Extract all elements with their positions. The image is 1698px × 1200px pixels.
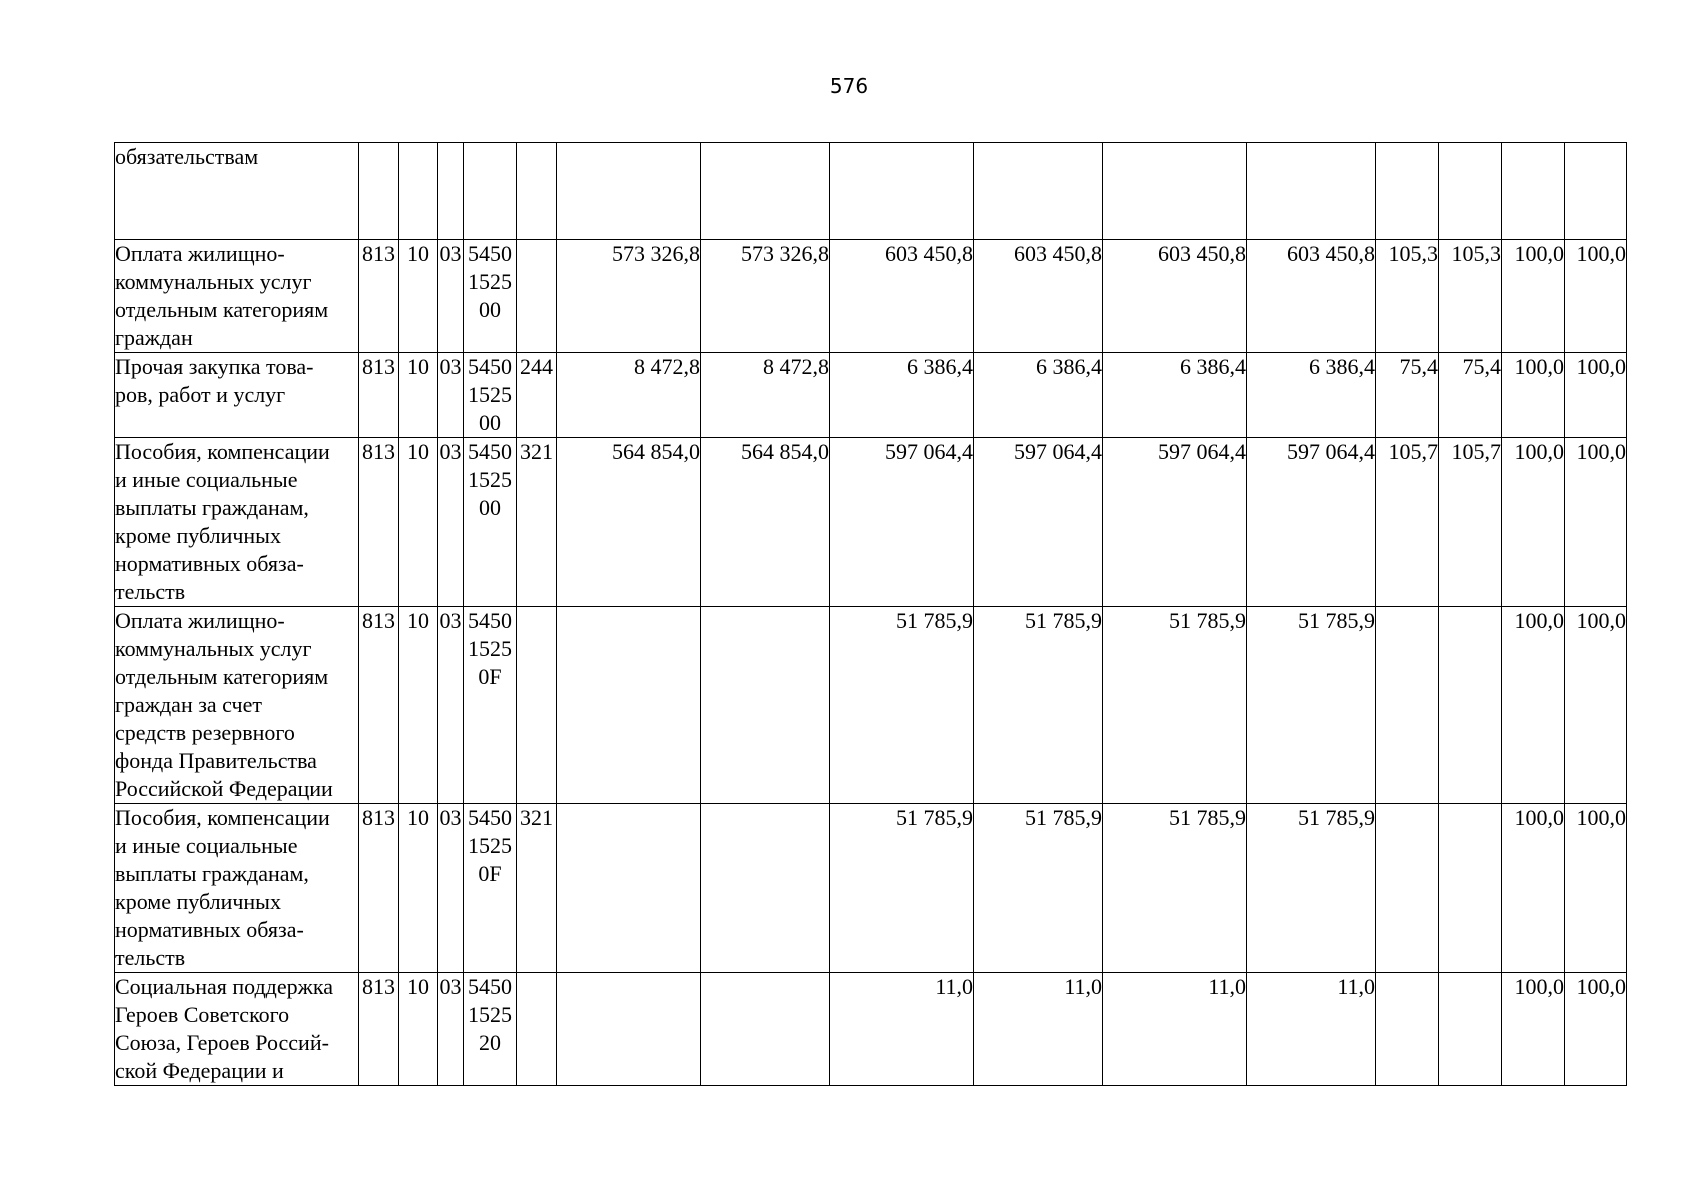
value-cell: 100,0: [1565, 973, 1627, 1086]
item-name-cell: [115, 607, 359, 804]
table-row: [115, 607, 1627, 804]
item-name-line: тельств: [115, 579, 186, 604]
value-cell: [557, 607, 701, 804]
value-cell: [557, 973, 701, 1086]
value-cell: 8 472,8: [701, 353, 830, 438]
value-cell: 597 064,4: [974, 438, 1103, 607]
subsection-code-cell: [438, 143, 464, 240]
value-cell: 597 064,4: [830, 438, 974, 607]
target-article-cell: [464, 143, 517, 240]
item-name-line: отдельным категориям: [115, 664, 329, 689]
value-cell: [1565, 143, 1627, 240]
value-cell: 105,7: [1376, 438, 1439, 607]
target-article-line: 1525: [468, 833, 512, 858]
value-cell: [557, 143, 701, 240]
value-cell: 105,7: [1439, 438, 1502, 607]
item-name-line: кроме публичных: [115, 889, 281, 914]
target-article-line: 5450: [468, 608, 512, 633]
target-article-line: 20: [479, 1030, 501, 1055]
item-name-line: Пособия, компенсации: [115, 439, 330, 464]
value-cell: 75,4: [1439, 353, 1502, 438]
value-cell: [1376, 804, 1439, 973]
value-cell: [1439, 143, 1502, 240]
item-name-line: Социальная поддержка: [115, 974, 333, 999]
value-cell: 100,0: [1502, 607, 1565, 804]
expense-type-cell: 321: [517, 438, 557, 607]
value-cell: 6 386,4: [830, 353, 974, 438]
item-name-line: Российской Федерации: [115, 776, 333, 801]
value-cell: [1247, 143, 1376, 240]
table-row: [115, 240, 1627, 353]
value-cell: [1376, 607, 1439, 804]
item-name-line: Прочая закупка това-: [115, 354, 314, 379]
value-cell: 100,0: [1502, 973, 1565, 1086]
item-name-cell: [115, 973, 359, 1086]
value-cell: 51 785,9: [1247, 607, 1376, 804]
value-cell: 11,0: [1103, 973, 1247, 1086]
target-article-line: 0F: [478, 664, 502, 689]
expense-type-cell: 244: [517, 353, 557, 438]
target-article-line: 0F: [478, 861, 502, 886]
item-name-line: отдельным категориям: [115, 297, 329, 322]
table-row: [115, 438, 1627, 607]
value-cell: 603 450,8: [1247, 240, 1376, 353]
expense-type-cell: [517, 973, 557, 1086]
target-article-line: 1525: [468, 636, 512, 661]
item-name-line: кроме публичных: [115, 523, 281, 548]
value-cell: [701, 607, 830, 804]
item-name-cell: [115, 438, 359, 607]
item-name-line: тельств: [115, 945, 186, 970]
value-cell: 597 064,4: [1247, 438, 1376, 607]
value-cell: [1439, 973, 1502, 1086]
item-name-line: выплаты гражданам,: [115, 861, 309, 886]
value-cell: 51 785,9: [830, 607, 974, 804]
value-cell: 51 785,9: [830, 804, 974, 973]
value-cell: 51 785,9: [974, 607, 1103, 804]
expense-type-cell: [517, 240, 557, 353]
value-cell: [701, 973, 830, 1086]
subsection-code-cell: 03: [438, 804, 464, 973]
grbs-code-cell: 813: [359, 973, 399, 1086]
value-cell: 11,0: [1247, 973, 1376, 1086]
value-cell: [830, 143, 974, 240]
value-cell: 51 785,9: [1247, 804, 1376, 973]
page-number: 576: [829, 74, 869, 98]
value-cell: 100,0: [1502, 353, 1565, 438]
target-article-line: 1525: [468, 1002, 512, 1027]
value-cell: 100,0: [1565, 607, 1627, 804]
value-cell: [1376, 143, 1439, 240]
item-name-line: обязательствам: [115, 144, 259, 169]
target-article-cell: [464, 438, 517, 607]
value-cell: 6 386,4: [974, 353, 1103, 438]
target-article-line: 1525: [468, 382, 512, 407]
section-code-cell: 10: [399, 607, 438, 804]
item-name-line: Оплата жилищно-: [115, 241, 285, 266]
target-article-line: 1525: [468, 269, 512, 294]
section-code-cell: 10: [399, 438, 438, 607]
budget-table: [114, 142, 1627, 1086]
value-cell: 564 854,0: [557, 438, 701, 607]
value-cell: 597 064,4: [1103, 438, 1247, 607]
value-cell: 603 450,8: [830, 240, 974, 353]
value-cell: 603 450,8: [1103, 240, 1247, 353]
target-article-cell: [464, 607, 517, 804]
item-name-line: Героев Советского: [115, 1002, 290, 1027]
table-row: [115, 973, 1627, 1086]
item-name-cell: [115, 804, 359, 973]
item-name-cell: [115, 240, 359, 353]
subsection-code-cell: 03: [438, 438, 464, 607]
target-article-line: 5450: [468, 241, 512, 266]
value-cell: 573 326,8: [557, 240, 701, 353]
value-cell: [1376, 973, 1439, 1086]
section-code-cell: 10: [399, 240, 438, 353]
target-article-cell: [464, 240, 517, 353]
item-name-line: коммунальных услуг: [115, 636, 312, 661]
expense-type-cell: 321: [517, 804, 557, 973]
value-cell: [974, 143, 1103, 240]
item-name-line: нормативных обяза-: [115, 551, 304, 576]
section-code-cell: [399, 143, 438, 240]
value-cell: 75,4: [1376, 353, 1439, 438]
item-name-line: выплаты гражданам,: [115, 495, 309, 520]
section-code-cell: 10: [399, 353, 438, 438]
value-cell: 11,0: [974, 973, 1103, 1086]
grbs-code-cell: 813: [359, 353, 399, 438]
value-cell: 564 854,0: [701, 438, 830, 607]
target-article-cell: [464, 353, 517, 438]
target-article-line: 5450: [468, 354, 512, 379]
item-name-line: и иные социальные: [115, 467, 298, 492]
value-cell: [1502, 143, 1565, 240]
value-cell: 6 386,4: [1247, 353, 1376, 438]
value-cell: 51 785,9: [1103, 804, 1247, 973]
target-article-line: 00: [479, 410, 501, 435]
value-cell: 105,3: [1376, 240, 1439, 353]
value-cell: 100,0: [1502, 804, 1565, 973]
value-cell: 51 785,9: [1103, 607, 1247, 804]
value-cell: 100,0: [1565, 804, 1627, 973]
item-name-line: нормативных обяза-: [115, 917, 304, 942]
item-name-line: ров, работ и услуг: [115, 382, 286, 407]
section-code-cell: 10: [399, 804, 438, 973]
subsection-code-cell: 03: [438, 353, 464, 438]
target-article-line: 5450: [468, 974, 512, 999]
target-article-line: 5450: [468, 805, 512, 830]
grbs-code-cell: 813: [359, 607, 399, 804]
value-cell: 51 785,9: [974, 804, 1103, 973]
grbs-code-cell: [359, 143, 399, 240]
value-cell: 8 472,8: [557, 353, 701, 438]
item-name-line: Пособия, компенсации: [115, 805, 330, 830]
value-cell: 100,0: [1502, 240, 1565, 353]
value-cell: [701, 804, 830, 973]
value-cell: [1439, 804, 1502, 973]
value-cell: 100,0: [1565, 240, 1627, 353]
value-cell: 100,0: [1502, 438, 1565, 607]
grbs-code-cell: 813: [359, 240, 399, 353]
item-name-line: Союза, Героев Россий-: [115, 1030, 329, 1055]
table-row: [115, 143, 1627, 240]
value-cell: 603 450,8: [974, 240, 1103, 353]
target-article-line: 00: [479, 495, 501, 520]
grbs-code-cell: 813: [359, 804, 399, 973]
item-name-cell: [115, 353, 359, 438]
value-cell: 105,3: [1439, 240, 1502, 353]
item-name-cell: [115, 143, 359, 240]
table-row: [115, 353, 1627, 438]
subsection-code-cell: 03: [438, 607, 464, 804]
value-cell: [557, 804, 701, 973]
item-name-line: граждан: [115, 325, 193, 350]
value-cell: [701, 143, 830, 240]
expense-type-cell: [517, 607, 557, 804]
subsection-code-cell: 03: [438, 973, 464, 1086]
target-article-cell: [464, 804, 517, 973]
section-code-cell: 10: [399, 973, 438, 1086]
item-name-line: Оплата жилищно-: [115, 608, 285, 633]
subsection-code-cell: 03: [438, 240, 464, 353]
value-cell: 6 386,4: [1103, 353, 1247, 438]
target-article-cell: [464, 973, 517, 1086]
item-name-line: фонда Правительства: [115, 748, 317, 773]
value-cell: [1439, 607, 1502, 804]
item-name-line: коммунальных услуг: [115, 269, 312, 294]
value-cell: 11,0: [830, 973, 974, 1086]
target-article-line: 1525: [468, 467, 512, 492]
item-name-line: и иные социальные: [115, 833, 298, 858]
target-article-line: 5450: [468, 439, 512, 464]
value-cell: 573 326,8: [701, 240, 830, 353]
grbs-code-cell: 813: [359, 438, 399, 607]
table-row: [115, 804, 1627, 973]
item-name-line: граждан за счет: [115, 692, 262, 717]
value-cell: [1103, 143, 1247, 240]
item-name-line: средств резервного: [115, 720, 295, 745]
value-cell: 100,0: [1565, 353, 1627, 438]
target-article-line: 00: [479, 297, 501, 322]
value-cell: 100,0: [1565, 438, 1627, 607]
expense-type-cell: [517, 143, 557, 240]
item-name-line: ской Федерации и: [115, 1058, 284, 1083]
table-body: [115, 143, 1627, 1086]
